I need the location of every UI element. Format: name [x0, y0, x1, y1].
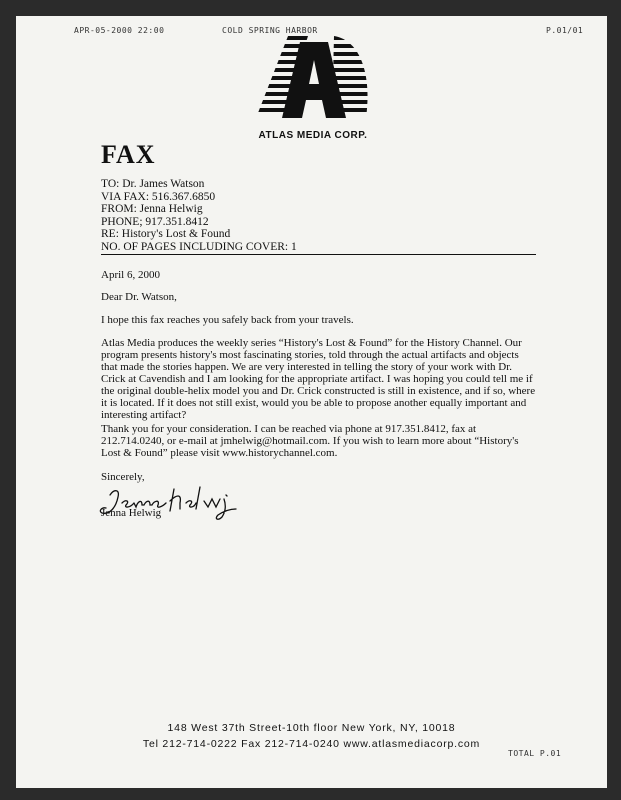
handwritten-signature	[96, 481, 266, 526]
header-re: RE: History's Lost & Found	[101, 228, 231, 240]
header-divider	[101, 254, 536, 255]
header-pages: NO. OF PAGES INCLUDING COVER: 1	[101, 240, 297, 253]
signature-name: Jenna Helwig	[101, 507, 162, 519]
atlas-a-logo-icon	[248, 34, 378, 130]
letter-date: April 6, 2000	[101, 269, 160, 281]
company-name: ATLAS MEDIA CORP.	[258, 130, 368, 141]
fax-datetime: APR-05-2000 22:00	[74, 26, 165, 35]
letter-salutation: Dear Dr. Watson,	[101, 291, 177, 303]
fax-total-pages: TOTAL P.01	[508, 749, 562, 758]
header-from: FROM: Jenna Helwig	[101, 203, 203, 215]
letter-paragraph-2: Atlas Media produces the weekly series “History's Lost & Found” for the History Channel. Our program presents history's most fascinating stories, told through the actual artifacts and objects that made the stories happen. We are very interested in telling the story of your work with Dr. Crick at Cavendish and I am looking for the appropriate artifact. I was hoping you could tell me if the original double-helix model you and Dr. Crick constructed is still in existence, and if so, where it is located. If it does not still exist, would you be able to propose another equally important and interesting artifact?	[101, 337, 536, 421]
header-to: TO: Dr. James Watson	[101, 178, 205, 190]
header-via-fax: VIA FAX: 516.367.6850	[101, 190, 216, 203]
fax-page-count: P.01/01	[546, 26, 584, 35]
fax-location: COLD SPRING HARBOR	[222, 26, 318, 35]
letter-paragraph-3: Thank you for your consideration. I can be reached via phone at 917.351.8412, fax at 212.714.0240, or e-mail at jmhelwig@hotmail.com. If you wish to learn more about “History's Lost & Found” please visit www.historychannel.com.	[101, 423, 519, 459]
footer-address: 148 West 37th Street-10th floor New York, NY, 10018	[167, 722, 456, 734]
footer-contact: Tel 212-714-0222 Fax 212-714-0240 www.atlasmediacorp.com	[142, 738, 481, 750]
fax-title: FAX	[101, 140, 156, 169]
fax-header-block	[101, 178, 297, 253]
letter-paragraph-1: I hope this fax reaches you safely back from your travels.	[101, 314, 354, 326]
fax-page	[16, 16, 607, 788]
letter-closing: Sincerely,	[101, 471, 145, 483]
header-phone: PHONE; 917.351.8412	[101, 215, 209, 228]
